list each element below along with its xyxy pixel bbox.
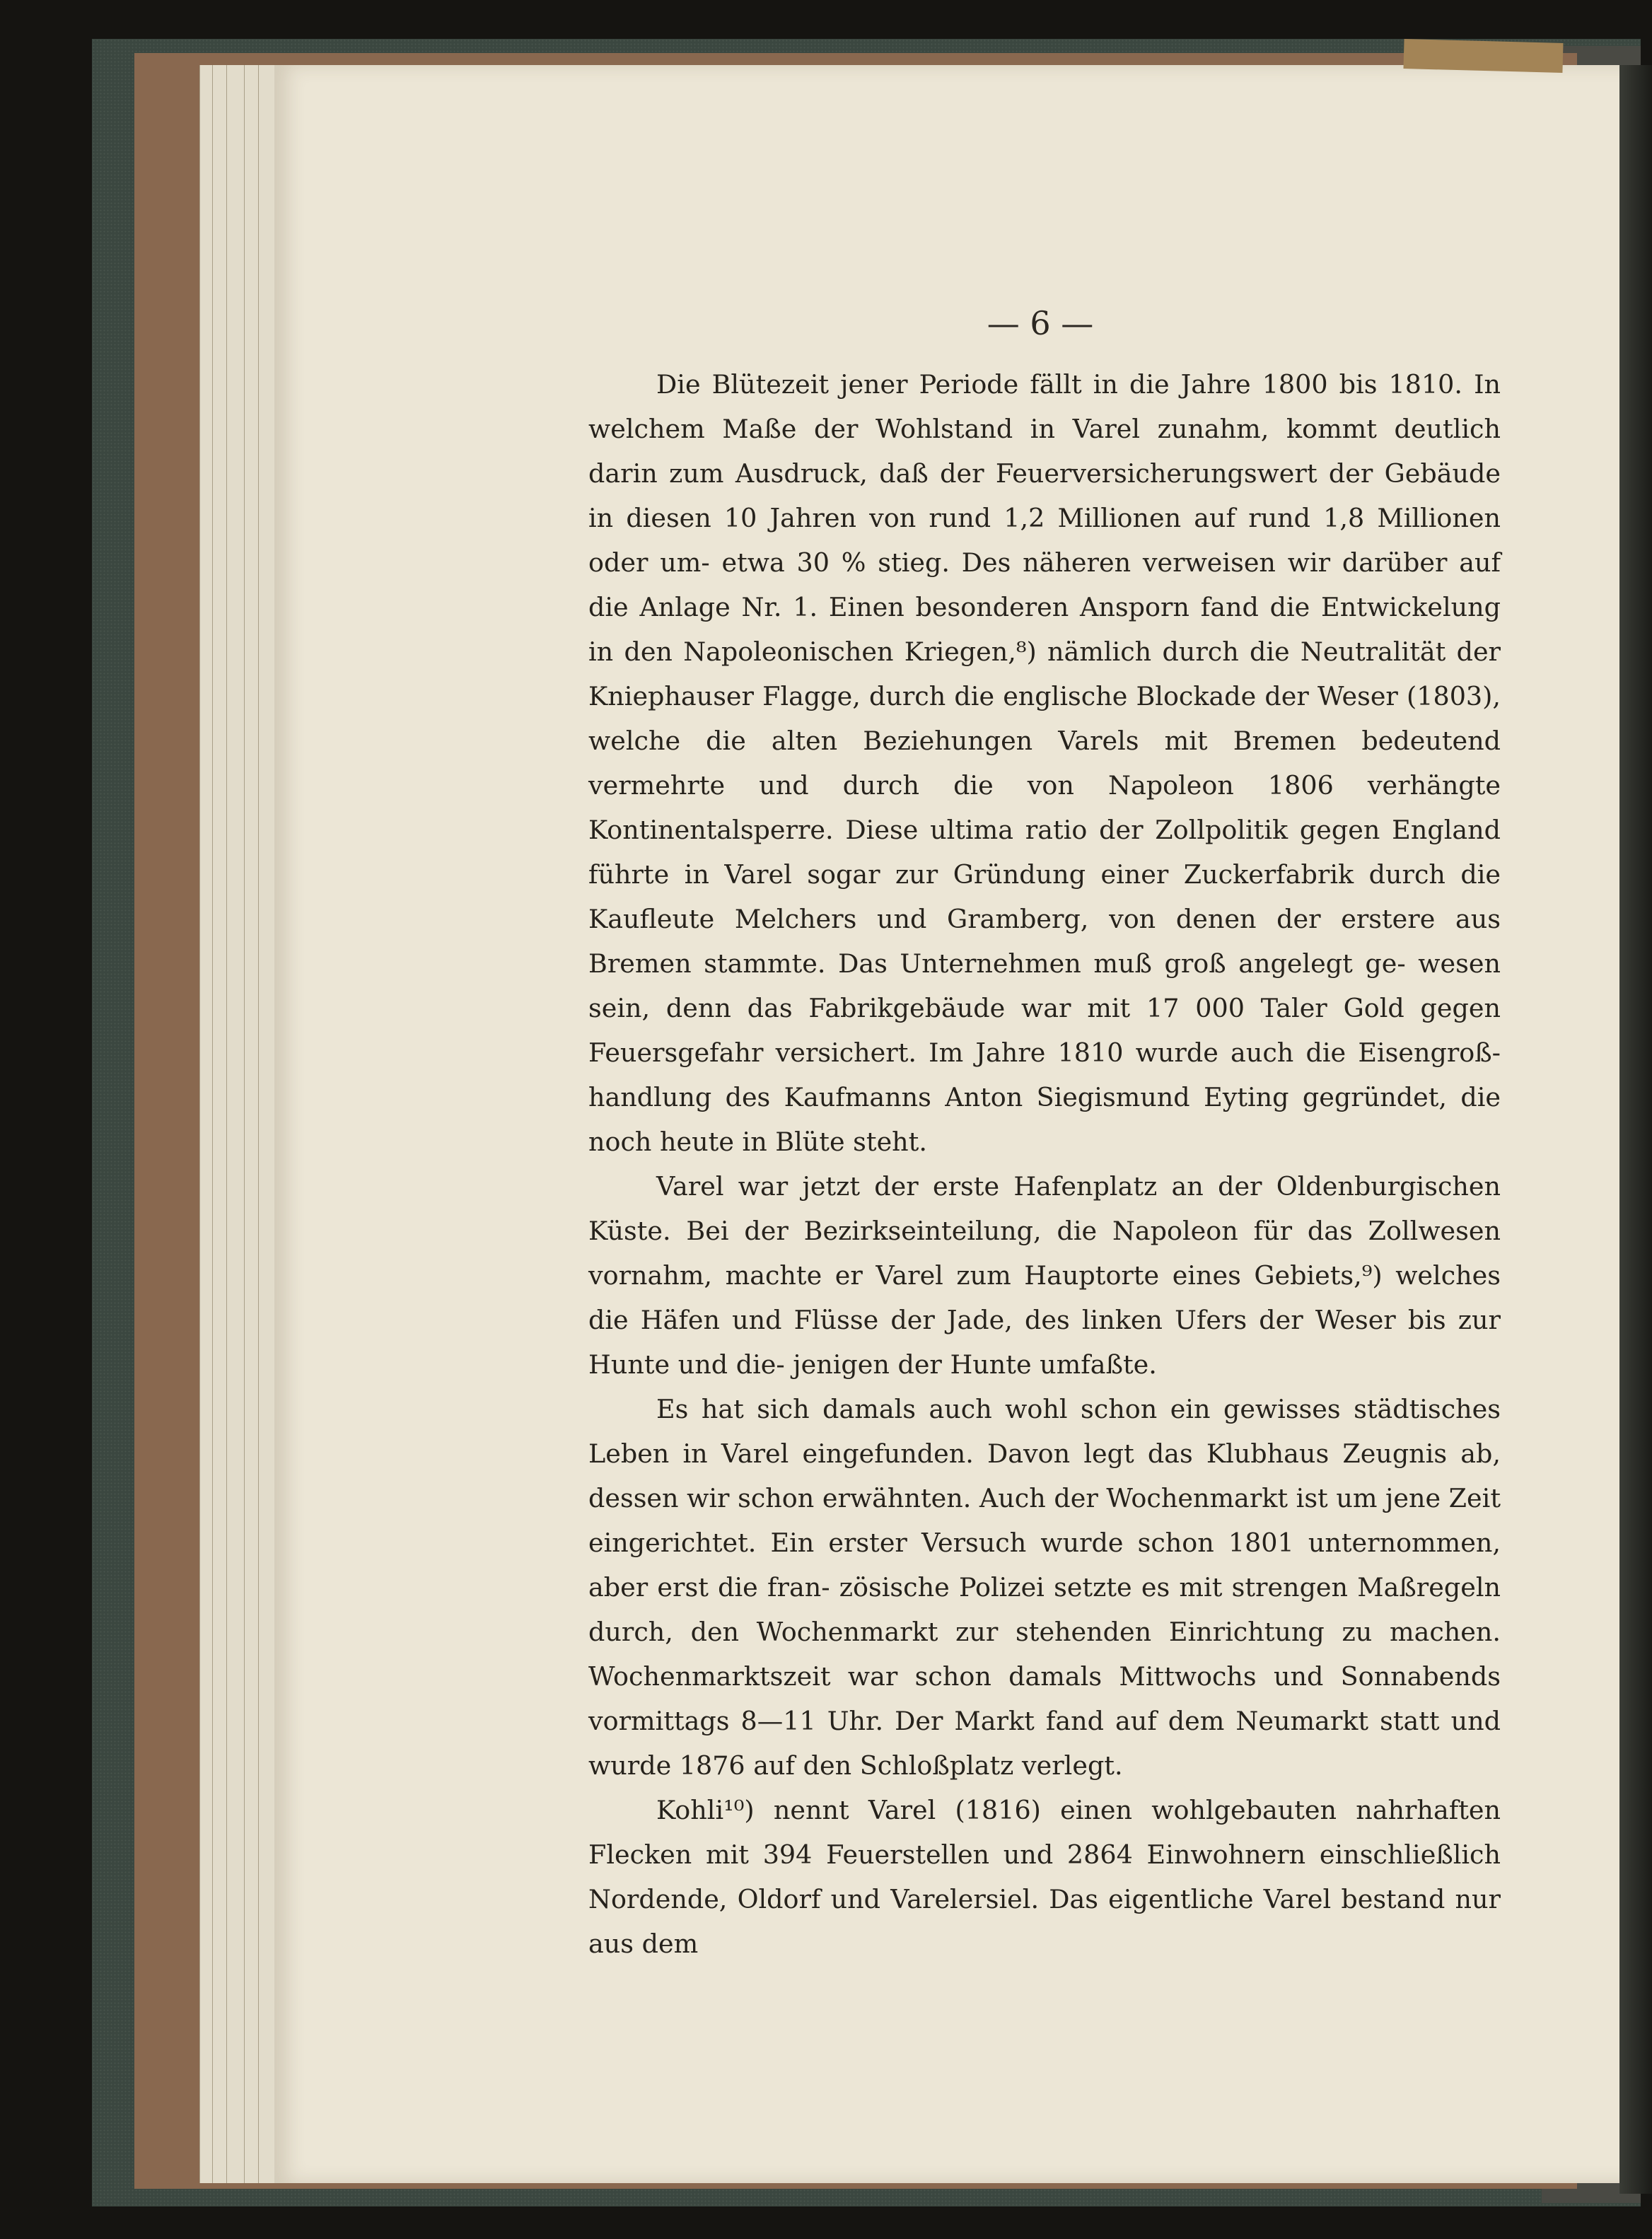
page-edge-shadow bbox=[1619, 65, 1652, 2194]
paragraph: Varel war jetzt der erste Hafenplatz an der Oldenburgischen Küste. Bei der Bezirkseinteilung, die Napoleon für das Zollwesen vornahm, machte er Varel zum Hauptorte eines Gebiets,⁹) welches die Häfen und Flüsse der Jade, des linken Ufers der Weser bis zur Hunte und die- jenigen der Hunte umfaßte. bbox=[588, 1171, 1501, 1380]
binding-tape bbox=[1403, 39, 1563, 73]
text-block bbox=[588, 362, 1501, 1966]
paragraph: Es hat sich damals auch wohl schon ein gewisses städtisches Leben in Varel eingefunden. Davon legt das Klubhaus Zeugnis ab, dessen wir schon erwähnten. Auch der Wochenmarkt ist um jene Zeit eingerichtet. Ein erster Versuch wurde schon 1801 unternommen, aber erst die fran- zösische Polizei setzte es mit strengen Maßregeln durch, den Wochenmarkt zur stehenden Einrichtung zu machen. Wochenmarktszeit war schon damals Mittwochs und Sonnabends vormittags 8—11 Uhr. Der Markt fand auf dem Neumarkt statt und wurde 1876 auf den Schloßplatz verlegt. bbox=[588, 1394, 1501, 1781]
page-number: — 6 — bbox=[987, 304, 1094, 342]
paragraph: Die Blütezeit jener Periode fällt in die Jahre 1800 bis 1810. In welchem Maße der Wohlstand in Varel zunahm, kommt deutlich darin zum Ausdruck, daß der Feuerversicherungswert der Gebäude in diesen 10 Jahren von rund 1,2 Millionen auf rund 1,8 Millionen oder um- etwa 30 % stieg. Des näheren verweisen wir darüber auf die Anlage Nr. 1. Einen besonderen Ansporn fand die Entwickelung in den Napoleonischen Kriegen,⁸) nämlich durch die Neutralität der Kniephauser Flagge, durch die englische Blockade der Weser (1803), welche die alten Beziehungen Varels mit Bremen bedeutend vermehrte und durch die von Napoleon 1806 verhängte Kontinentalsperre. Diese ultima ratio der Zollpolitik gegen England führte in Varel sogar zur Gründung einer Zuckerfabrik durch die Kaufleute Melchers und Gramberg, von denen der erstere aus Bremen stammte. Das Unternehmen muß groß angelegt ge- wesen sein, denn das Fabrikgebäude war mit 17 000 Taler Gold gegen Feuersgefahr versichert. Im Jahre 1810 wurde auch die Eisengroß- handlung des Kaufmanns Anton Siegismund Eyting gegründet, die noch heute in Blüte steht. bbox=[588, 369, 1501, 1157]
paragraph: Kohli¹⁰) nennt Varel (1816) einen wohlgebauten nahrhaften Flecken mit 394 Feuerstellen und 2864 Einwohnern einschließlich Nordende, Oldorf und Varelersiel. Das eigentliche Varel bestand nur aus dem bbox=[588, 1795, 1501, 1959]
